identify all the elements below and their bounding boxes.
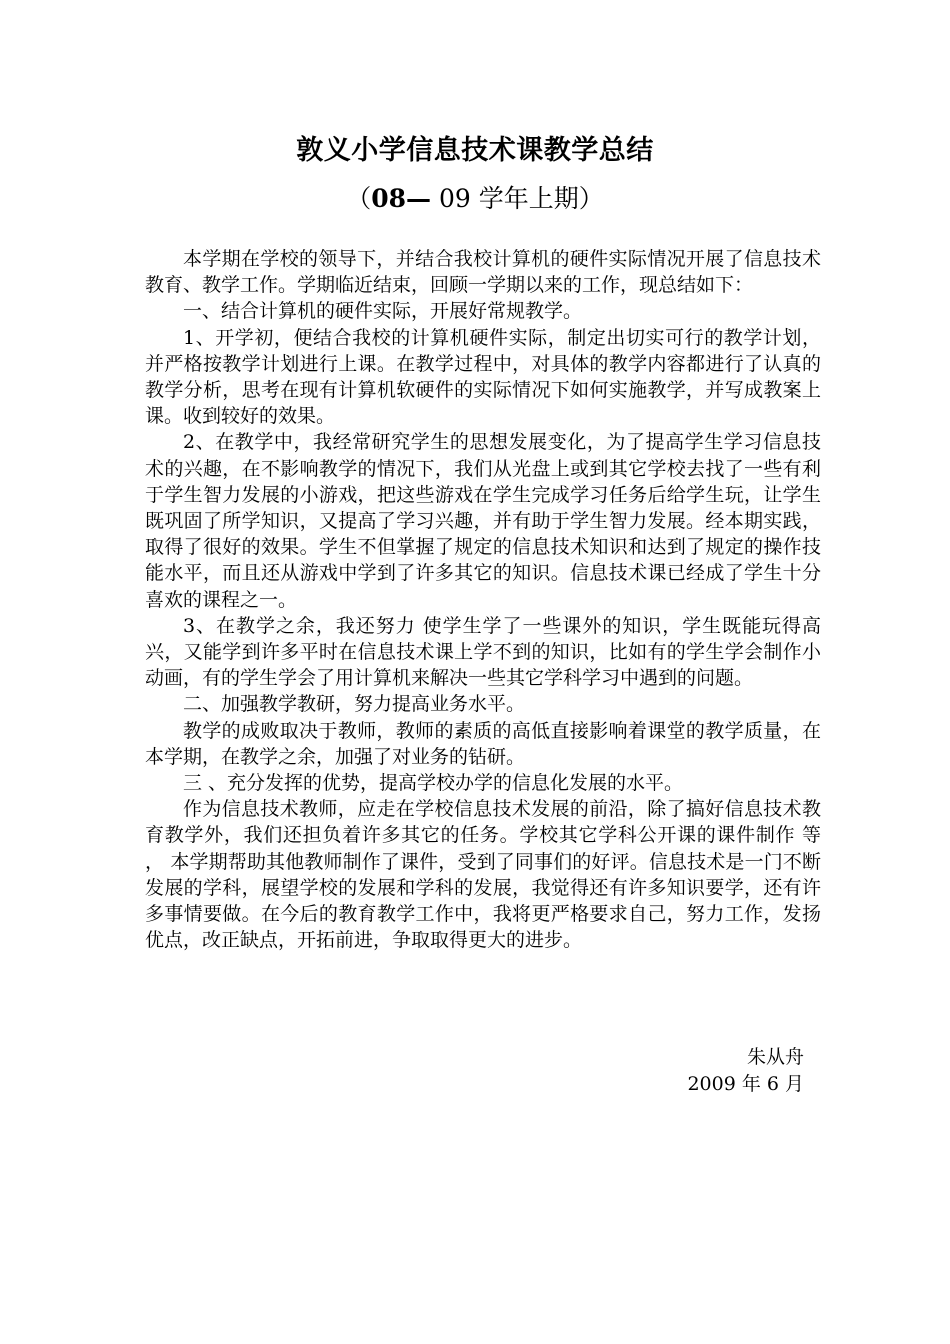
paragraph-section-2: 教学的成败取决于教师，教师的素质的高低直接影响着课堂的教学质量，在本学期，在教学之余，加强了对业务的钻研。 [145,719,821,768]
document-title: 敦义小学信息技术课教学总结 [296,135,654,166]
document-subtitle [0,181,950,217]
paragraph-item-1: 1、开学初，便结合我校的计算机硬件实际，制定出切实可行的教学计划，并严格按教学计划进行上课。在教学过程中，对具体的教学内容都进行了认真的教学分析，思考在现有计算机软硬件的实际情况下如何实施教学，并写成教案上课。收到较好的效果。 [145,326,821,428]
paragraph-item-2: 2、在教学中，我经常研究学生的思想发展变化，为了提高学生学习信息技术的兴趣，在不影响教学的情况下，我们从光盘上或到其它学校去找了一些有利于学生智力发展的小游戏，把这些游戏在学生完成学习任务后给学生玩，让学生既巩固了所学知识，又提高了学习兴趣，并有助于学生智力发展。经本期实践，取得了很好的效果。学生不但掌握了规定的信息技术知识和达到了规定的操作技能水平，而且还从游戏中学到了许多其它的知识。信息技术课已经成了学生十分喜欢的课程之一。 [145,431,821,611]
document-body [145,246,821,953]
section-heading-3: 三 、充分发挥的优势，提高学校办学的信息化发展的水平。 [183,772,684,795]
paragraph-section-3: 作为信息技术教师，应走在学校信息技术发展的前沿，除了搞好信息技术教育教学外，我们还担负着许多其它的任务。学校其它学科公开课的课件制作 等 ， 本学期帮助其他教师制作了课件，受到了同事们的好评。信息技术是一门不断发展的学科，展望学校的发展和学科的发展，我觉得还有许多知识要学，还有许多事情要做。在今后的教育教学工作中，我将更严格要求自己，努力工作，发扬优点，改正缺点，开拓前进，争取取得更大的进步。 [145,798,821,952]
signature-date: 2009 年 6 月 [687,1072,804,1095]
subtitle-rest: 09 学年上期） [431,184,604,213]
paragraph-item-3: 3、在教学之余，我还努力 使学生学了一些课外的知识，学生既能玩得高兴，又能学到许多平时在信息技术课上学不到的知识，比如有的学生学会制作小动画，有的学生学会了用计算机来解决一些其它学科学习中遇到的问题。 [145,614,821,690]
section-heading-1: 一、结合计算机的硬件实际，开展好常规教学。 [183,300,583,323]
paragraph-intro: 本学期在学校的领导下，并结合我校计算机的硬件实际情况开展了信息技术教育、教学工作。学期临近结束，回顾一学期以来的工作，现总结如下： [145,248,821,297]
subtitle-bold-part: 08— [371,184,432,213]
signature-block [560,1044,804,1097]
section-heading-2: 二、加强教学教研，努力提高业务水平。 [183,693,526,716]
subtitle-open-paren: （ [346,184,372,213]
signature-author: 朱从舟 [746,1046,804,1068]
